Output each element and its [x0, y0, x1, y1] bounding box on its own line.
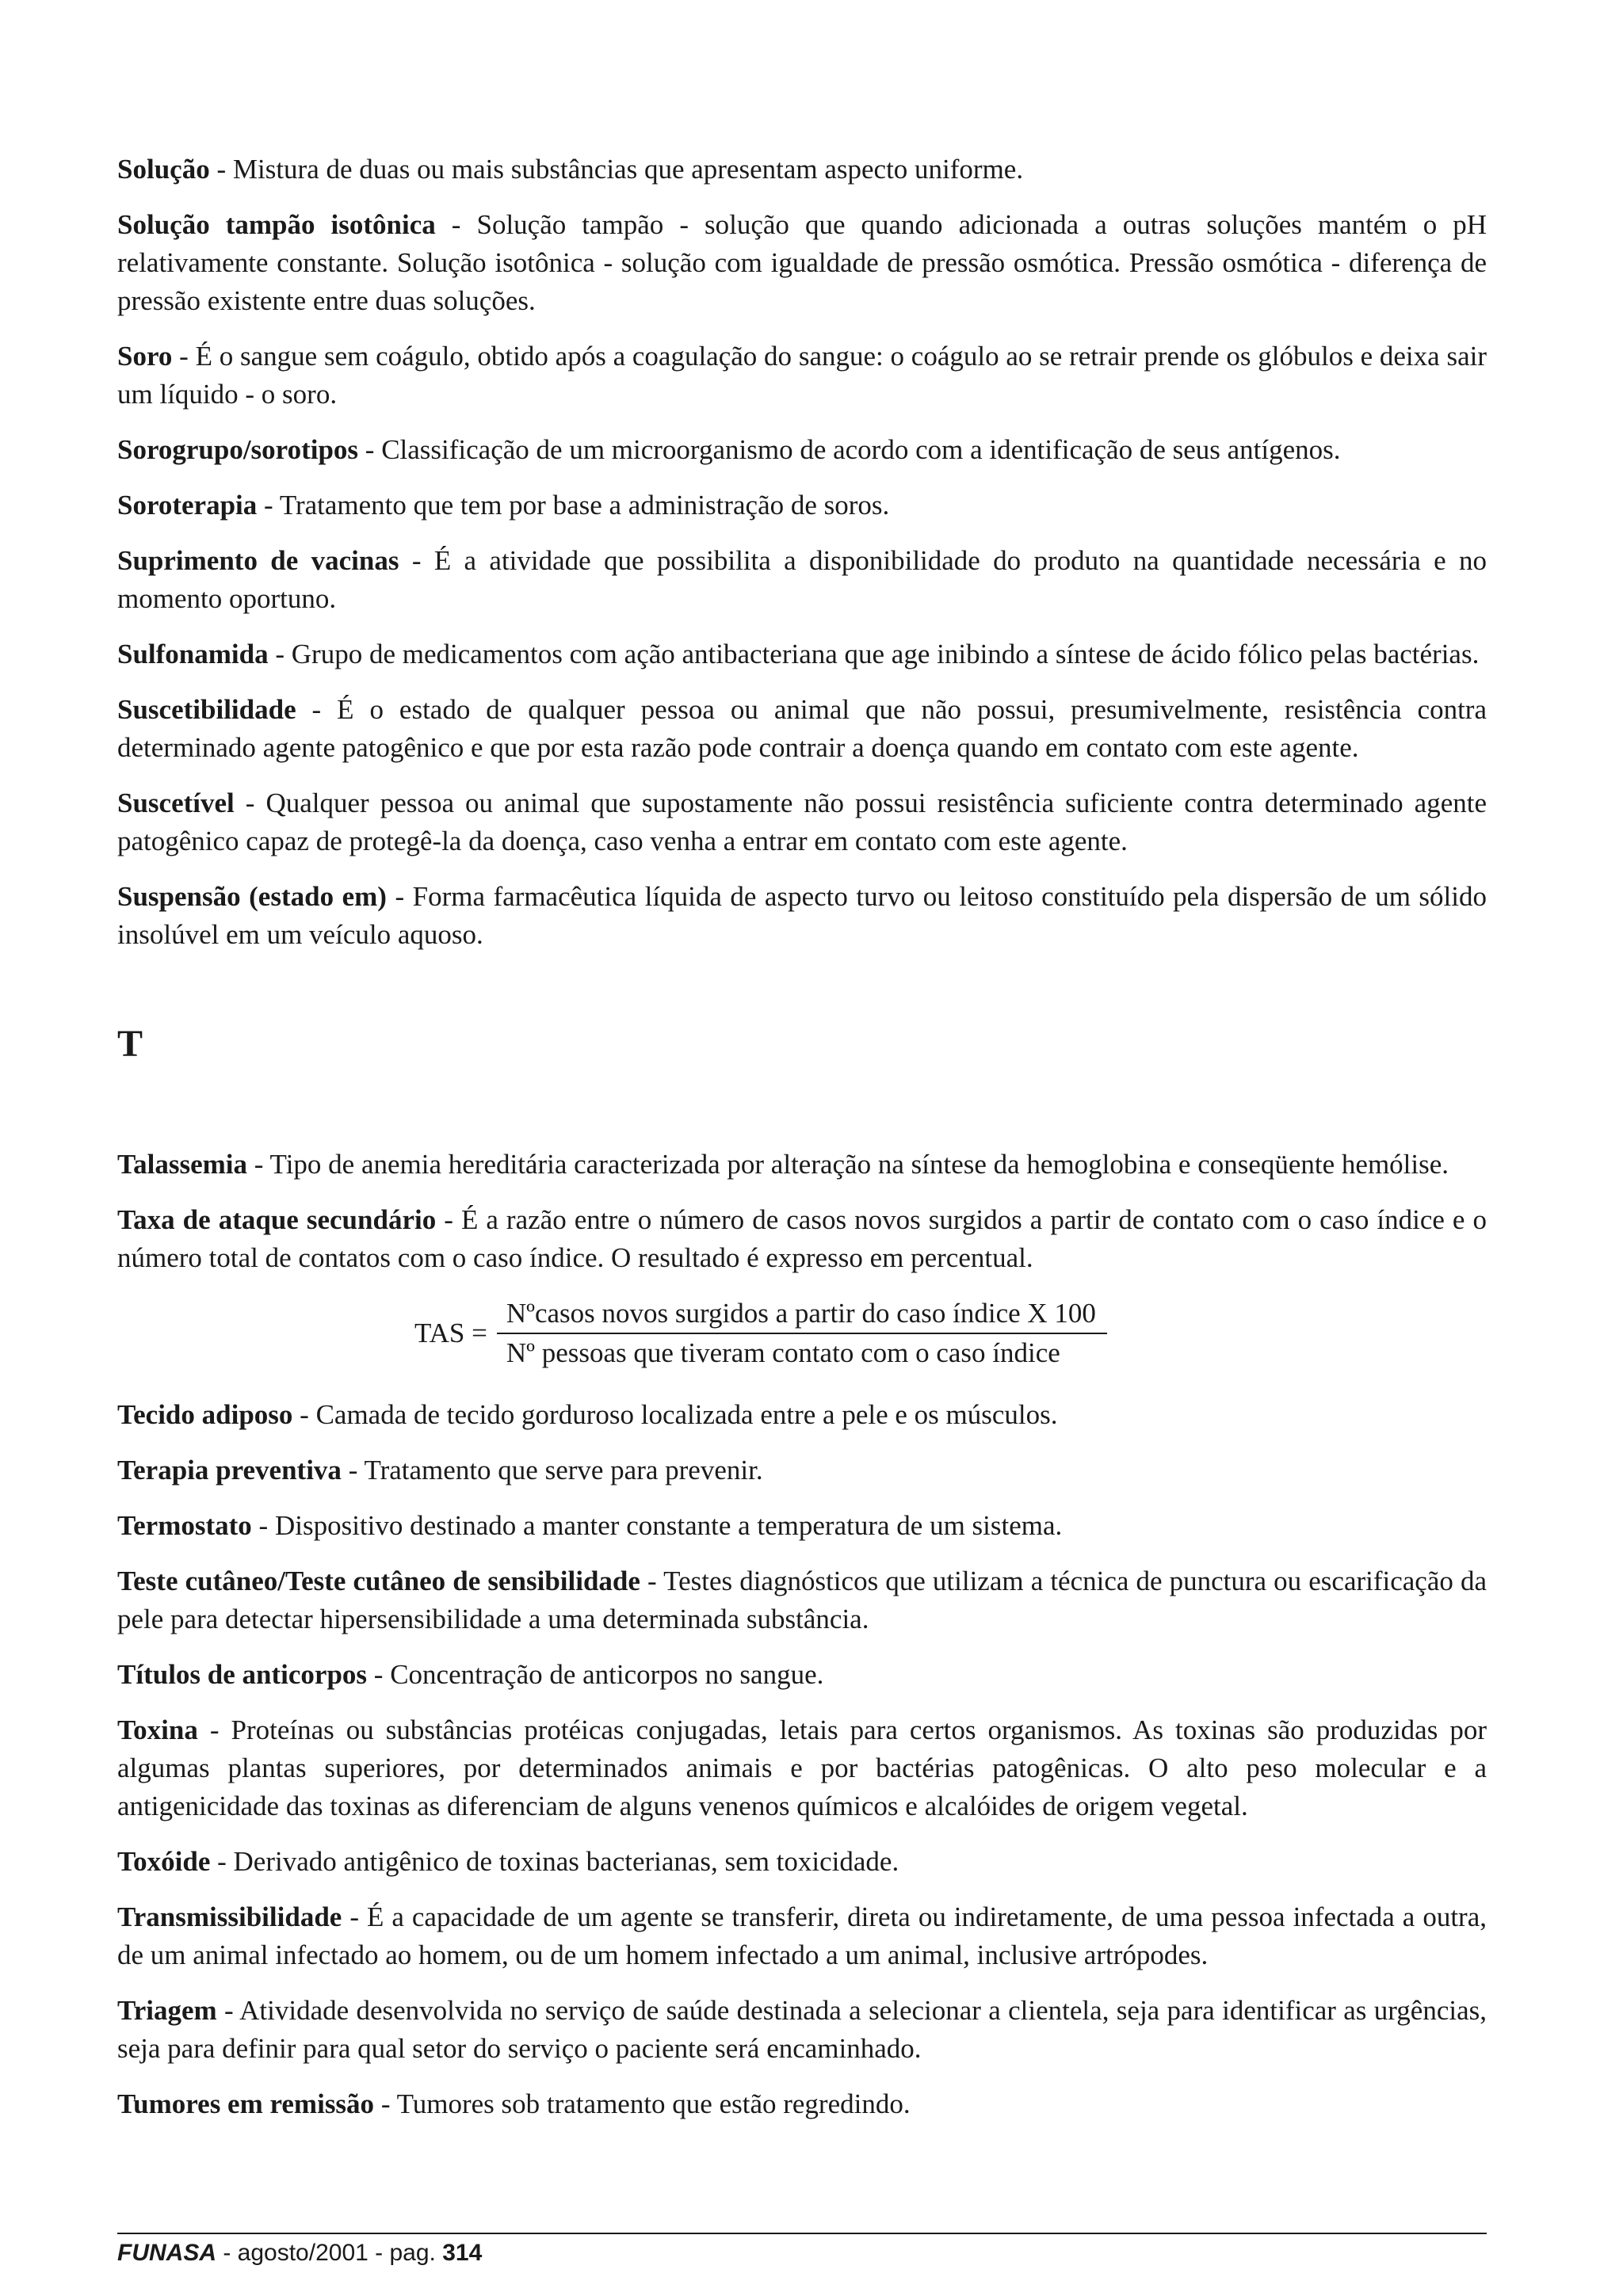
entry-definition: - Atividade desenvolvida no serviço de saúde destinada a selecionar a clientela, seja para identificar as urgências, seja para definir para qual setor do serviço o paciente será encaminhado. [117, 1995, 1487, 2064]
glossary-entry [117, 1451, 1487, 1489]
entry-term: Solução [117, 154, 210, 185]
footer-date: - agosto/2001 - pag. [216, 2240, 443, 2266]
entries-t [117, 1146, 1487, 2123]
entry-term: Soro [117, 341, 173, 372]
entry-definition: - Classificação de um microorganismo de acordo com a identificação de seus antígenos. [358, 434, 1341, 465]
glossary-entry [117, 431, 1487, 469]
glossary-entry [117, 784, 1487, 860]
formula-numerator: Nºcasos novos surgidos a partir do caso índice X 100 [497, 1295, 1107, 1334]
entry-term: Sorogrupo/sorotipos [117, 434, 359, 465]
glossary-page [117, 151, 1487, 2141]
entry-definition: - Mistura de duas ou mais substâncias que apresentam aspecto uniforme. [209, 154, 1024, 185]
entry-definition: - Proteínas ou substâncias protéicas conjugadas, letais para certos organismos. As toxinas são produzidas por algumas plantas superiores, por determinados animais e por bactérias patogênicas. O alto peso molecular e a antigenicidade das toxinas as diferenciam de alguns venenos químicos e alcalóides de origem vegetal. [117, 1714, 1487, 1821]
entry-term: Termostato [117, 1510, 252, 1541]
glossary-entry [117, 151, 1487, 189]
entry-definition: - Derivado antigênico de toxinas bacterianas, sem toxicidade. [210, 1846, 899, 1877]
footer-brand: FUNASA [117, 2240, 216, 2266]
glossary-entry [117, 635, 1487, 673]
entry-term: Soroterapia [117, 490, 258, 521]
entry-definition: - É a razão entre o número de casos novos surgidos a partir de contato com o caso índice e o número total de contatos com o caso índice. O resultado é expresso em percentual. [117, 1204, 1487, 1273]
page-footer [117, 2237, 482, 2269]
glossary-entry [117, 1201, 1487, 1277]
entry-definition: - É a atividade que possibilita a disponibilidade do produto na quantidade necessária e no momento oportuno. [117, 545, 1487, 614]
entry-term: Suscetibilidade [117, 694, 296, 725]
glossary-entry [117, 878, 1487, 954]
entry-definition: - Tipo de anemia hereditária caracterizada por alteração na síntese da hemoglobina e conseqüente hemólise. [247, 1149, 1449, 1180]
entry-definition: - Grupo de medicamentos com ação antibacteriana que age inibindo a síntese de ácido fólico pelas bactérias. [268, 639, 1480, 669]
footer-divider [117, 2233, 1487, 2234]
entry-term: Triagem [117, 1995, 217, 2026]
glossary-entry [117, 542, 1487, 618]
entry-definition: - Tumores sob tratamento que estão regredindo. [374, 2088, 911, 2119]
entry-definition: - Forma farmacêutica líquida de aspecto turvo ou leitoso constituído pela dispersão de um sólido insolúvel em um veículo aquoso. [117, 881, 1487, 950]
entry-definition: - Testes diagnósticos que utilizam a técnica de punctura ou escarificação da pele para detectar hipersensibilidade a uma determinada substância. [117, 1566, 1487, 1634]
section-letter-heading: T [117, 1023, 143, 1065]
entry-term: Solução tampão isotônica [117, 209, 436, 240]
formula-denominator: Nº pessoas que tiveram contato com o caso índice [506, 1337, 1060, 1368]
entry-definition: - Qualquer pessoa ou animal que supostamente não possui resistência suficiente contra determinado agente patogênico capaz de protegê-la da doença, caso venha a entrar em contato com este agente. [117, 788, 1487, 856]
entry-definition: - Camada de tecido gorduroso localizada entre a pele e os músculos. [292, 1399, 1058, 1430]
entry-term: Títulos de anticorpos [117, 1659, 368, 1690]
glossary-entry [117, 1562, 1487, 1638]
entry-definition: - É a capacidade de um agente se transferir, direta ou indiretamente, de uma pessoa infectada a outra, de um animal infectado ao homem, ou de um homem infectado a um animal, inclusive artrópodes. [117, 1901, 1487, 1970]
entry-term: Transmissibilidade [117, 1901, 342, 1932]
entry-term: Tumores em remissão [117, 2088, 375, 2119]
entries-s [117, 151, 1487, 954]
glossary-entry [117, 1507, 1487, 1545]
glossary-entry [117, 1992, 1487, 2068]
glossary-entry [117, 1843, 1487, 1881]
entry-definition: - Tratamento que serve para prevenir. [341, 1455, 763, 1486]
entry-term: Taxa de ataque secundário [117, 1204, 437, 1235]
glossary-entry [117, 1898, 1487, 1974]
entry-term: Talassemia [117, 1149, 248, 1180]
entry-definition: - Dispositivo destinado a manter constante a temperatura de um sistema. [251, 1510, 1063, 1541]
glossary-entry [117, 1146, 1487, 1184]
glossary-entry [117, 1396, 1487, 1434]
entry-term: Sulfonamida [117, 639, 269, 669]
entry-definition: - É o sangue sem coágulo, obtido após a coagulação do sangue: o coágulo ao se retrair prende os glóbulos e deixa sair um líquido - o soro. [117, 341, 1487, 410]
formula-lhs: TAS = [414, 1318, 487, 1348]
entry-term: Suprimento de vacinas [117, 545, 399, 576]
entry-definition: - É o estado de qualquer pessoa ou animal que não possui, presumivelmente, resistência contra determinado agente patogênico e que por esta razão pode contrair a doença quando em contato com este agente. [117, 694, 1487, 763]
glossary-entry [117, 1711, 1487, 1825]
glossary-entry [117, 486, 1487, 524]
glossary-entry [117, 338, 1487, 414]
entry-term: Toxóide [117, 1846, 211, 1877]
entry-definition: - Solução tampão - solução que quando adicionada a outras soluções mantém o pH relativamente constante. Solução isotônica - solução com igualdade de pressão osmótica. Pressão osmótica - diferença de pressão existente entre duas soluções. [117, 209, 1487, 316]
entry-term: Suspensão (estado em) [117, 881, 387, 912]
glossary-entry [117, 206, 1487, 320]
entry-term: Toxina [117, 1714, 198, 1745]
entry-term: Suscetível [117, 788, 235, 818]
entry-term: Terapia preventiva [117, 1455, 342, 1486]
glossary-entry [117, 691, 1487, 767]
entry-term: Tecido adiposo [117, 1399, 293, 1430]
page-number: 314 [442, 2240, 483, 2266]
tas-formula [414, 1295, 1487, 1372]
entry-definition: - Concentração de anticorpos no sangue. [367, 1659, 824, 1690]
glossary-entry [117, 2085, 1487, 2123]
formula-fraction [497, 1295, 1107, 1372]
glossary-entry [117, 1656, 1487, 1694]
entry-definition: - Tratamento que tem por base a administração de soros. [257, 490, 890, 521]
entry-term: Teste cutâneo/Teste cutâneo de sensibilidade [117, 1566, 640, 1596]
